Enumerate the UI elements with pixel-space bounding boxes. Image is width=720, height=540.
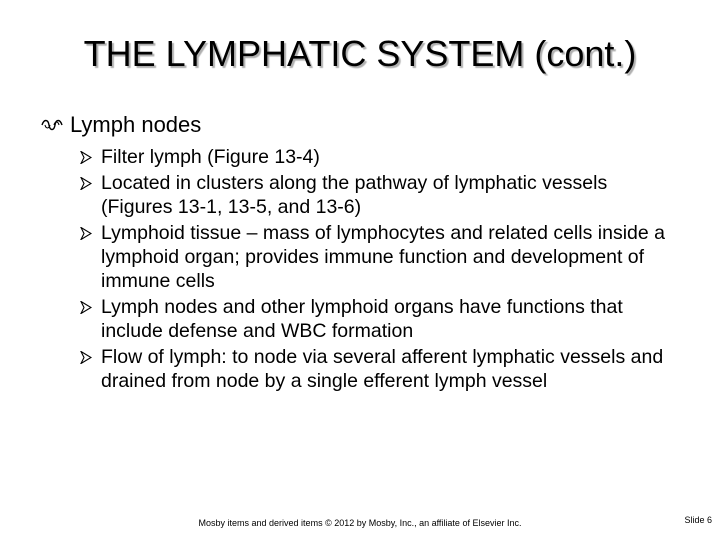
- list-item-text: Located in clusters along the pathway of lymphatic vessels (Figures 13-1, 13-5, and 13-6): [101, 172, 608, 218]
- list-item-text: Lymph nodes and other lymphoid organs have functions that include defense and WBC formation: [101, 296, 623, 342]
- slide-title: THE LYMPHATIC SYSTEM (cont.): [83, 33, 637, 74]
- list-item: [80, 145, 680, 169]
- main-bullet-label: Lymph nodes: [70, 112, 202, 137]
- list-item: [80, 345, 680, 393]
- list-item: [80, 295, 680, 343]
- list-item: [80, 221, 680, 293]
- sub-bullet-list: [80, 145, 680, 395]
- list-item-text: Filter lymph (Figure 13-4): [101, 146, 320, 168]
- list-item: [80, 171, 680, 219]
- arrowhead-bullet-icon: [80, 301, 92, 314]
- copyright-footer: Mosby items and derived items © 2012 by Mosby, Inc., an affiliate of Elsevier Inc.: [198, 518, 522, 528]
- arrowhead-bullet-icon: [80, 227, 92, 240]
- fancy-loop-bullet-icon: [40, 115, 64, 135]
- arrowhead-bullet-icon: [80, 177, 92, 190]
- list-item-text: Flow of lymph: to node via several afferent lymphatic vessels and drained from node by a single efferent lymph vessel: [101, 346, 664, 392]
- arrowhead-bullet-icon: [80, 151, 92, 164]
- arrowhead-bullet-icon: [80, 351, 92, 364]
- slide-number: Slide 6: [684, 515, 712, 525]
- list-item-text: Lymphoid tissue – mass of lymphocytes and related cells inside a lymphoid organ; provides immune function and development of immune cells: [101, 222, 665, 292]
